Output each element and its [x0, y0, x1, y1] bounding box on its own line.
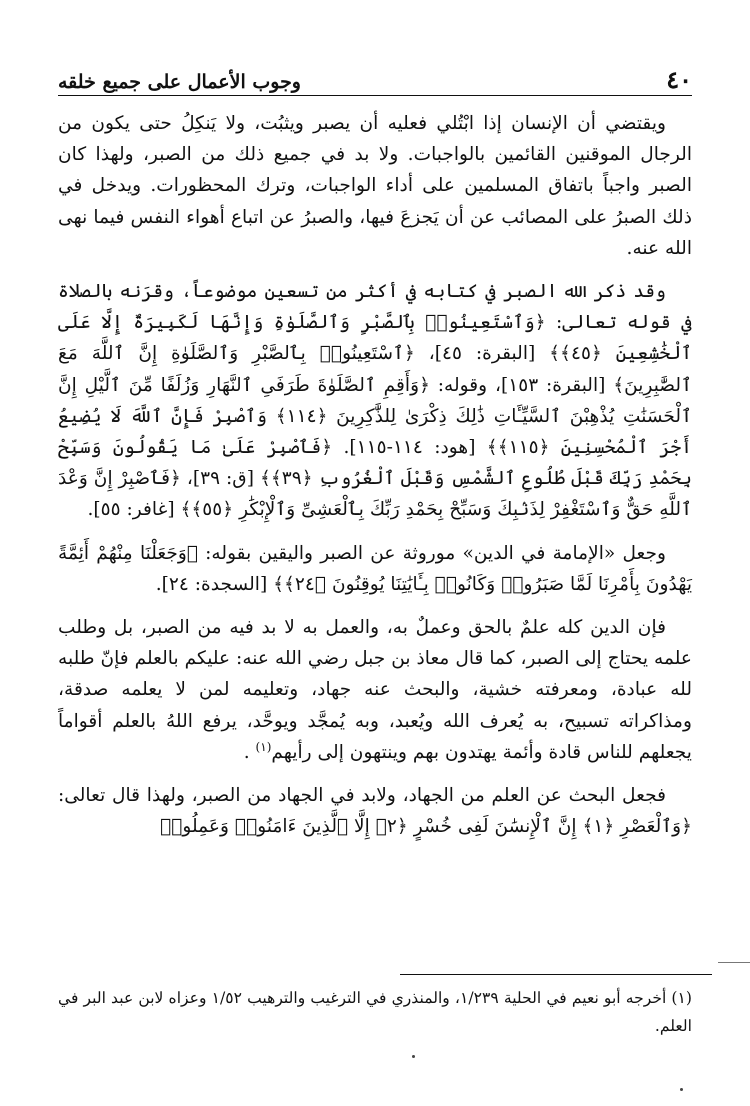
footnote-rule [400, 974, 712, 975]
page-header [58, 52, 692, 92]
paragraph-1: ويقتضي أن الإنسان إذا ابْتُلي فعليه أن يصبر ويثبُت، ولا يَنكِلُ حتى يكون من الرجال الموقنين القائمين بالواجبات. ولا بد في جميع ذلك من الصبر، ولهذا كان الصبر واجباً باتفاق المسلمين على أداء الواجبات، وترك المحظورات. ويدخل في ذلك الصبرُ على المصائب عن أن يَجزعَ فيها، والصبرُ عن اتباع أهواء النفس فيما نهى الله عنه. [58, 113, 692, 259]
page-number: ٤٠ [666, 65, 692, 94]
main-text [58, 108, 692, 854]
footnotes [58, 984, 692, 1040]
paragraph-4 [58, 612, 692, 768]
paragraph-4-trail: . [243, 741, 256, 763]
paragraph-5: فجعل البحث عن العلم من الجهاد، ولابد في الجهاد من الصبر، ولهذا قال تعالى: ﴿وَٱلْعَصْرِ ﴿١﴾ إِنَّ ٱلْإِنسَٰنَ لَفِى خُسْرٍ ﴿٢﴾ إِلَّا ٱلَّذِينَ ءَامَنُوا۟ وَعَمِلُوا۟ [58, 785, 692, 838]
footnote-1: (١) أخرجه أبو نعيم في الحلية ١/٢٣٩، والمنذري في الترغيب والترهيب ١/٥٢ وعزاه لابن عبد البر في العلم. [58, 989, 692, 1035]
paragraph-2: وقد ذكر الله الصبر في كتابه في أكثر من تسعين موضوعاً، وقرَنه بالصلاة في قوله تعالى: ﴿وَٱسْتَعِينُوا۟ بِٱلصَّبْرِ وَٱلصَّلَوٰةِ وَإِنَّهَا لَكَبِيرَةٌ إِلَّا عَلَى ٱلْخَٰشِعِينَ ﴿٤٥﴾﴾ [البقرة: ٤٥]، ﴿ٱسْتَعِينُوا۟ بِٱلصَّبْرِ وَٱلصَّلَوٰةِ إِنَّ ٱللَّهَ مَعَ ٱلصَّٰبِرِينَ﴾ [البقرة: ١٥٣]، وقوله: ﴿وَأَقِمِ ٱلصَّلَوٰةَ طَرَفَىِ ٱلنَّهَارِ وَزُلَفًا مِّنَ ٱلَّيْلِ إِنَّ ٱلْحَسَنَٰتِ يُذْهِبْنَ ٱلسَّيِّـَٔاتِ ذَٰلِكَ ذِكْرَىٰ لِلذَّٰكِرِينَ ﴿١١٤﴾ وَٱصْبِرْ فَإِنَّ ٱللَّهَ لَا يُضِيعُ أَجْرَ ٱلْمُحْسِنِينَ ﴿١١٥﴾﴾ [هود: ١١٤-١١٥]. ﴿فَٱصْبِرْ عَلَىٰ مَا يَقُولُونَ وَسَبِّحْ بِحَمْدِ رَبِّكَ قَبْلَ طُلُوعِ ٱلشَّمْسِ وَقَبْلَ ٱلْغُرُوبِ ﴿٣٩﴾﴾ [ق: ٣٩]، ﴿فَٱصْبِرْ إِنَّ وَعْدَ ٱللَّهِ حَقٌّ وَٱسْتَغْفِرْ لِذَنۢبِكَ وَسَبِّحْ بِحَمْدِ رَبِّكَ بِٱلْعَشِىِّ وَٱلْإِبْكَٰرِ ﴿٥٥﴾﴾ [غافر: ٥٥]. [58, 281, 692, 521]
print-speck [680, 1088, 683, 1091]
paragraph-4-text: فإن الدين كله علمٌ بالحق وعملٌ به، والعمل به لا بد فيه من الصبر، بل وطلب علمه يحتاج إلى الصبر، كما قال معاذ بن جبل رضي الله عنه: عليكم بالعلم فإنّ طلبه لله عبادة، ومعرفته خشية، والبحث عنه جهاد، وتعليمه لمن لا يعلمه صدقة، ومذاكراته تسبيح، به يُعرف الله ويُعبد، وبه يُمجَّد ويوحَّد، يرفع اللهُ بالعلم أقواماً يجعلهم للناس قادة وأئمة يهتدون بهم وينتهون إلى رأيهم [58, 617, 692, 763]
header-rule [58, 95, 692, 96]
margin-mark [718, 962, 750, 963]
paragraph-3: وجعل «الإمامة في الدين» موروثة عن الصبر واليقين بقوله: ﴿وَجَعَلْنَا مِنْهُمْ أَئِمَّةً يَهْدُونَ بِأَمْرِنَا لَمَّا صَبَرُوا۟ وَكَانُوا۟ بِـَٔايَٰتِنَا يُوقِنُونَ ﴿٢٤﴾﴾ [السجدة: ٢٤]. [58, 542, 692, 595]
print-speck [412, 1055, 415, 1058]
running-title: وجوب الأعمال على جميع خلقه [58, 71, 301, 93]
footnote-reference: (١) [255, 739, 272, 754]
